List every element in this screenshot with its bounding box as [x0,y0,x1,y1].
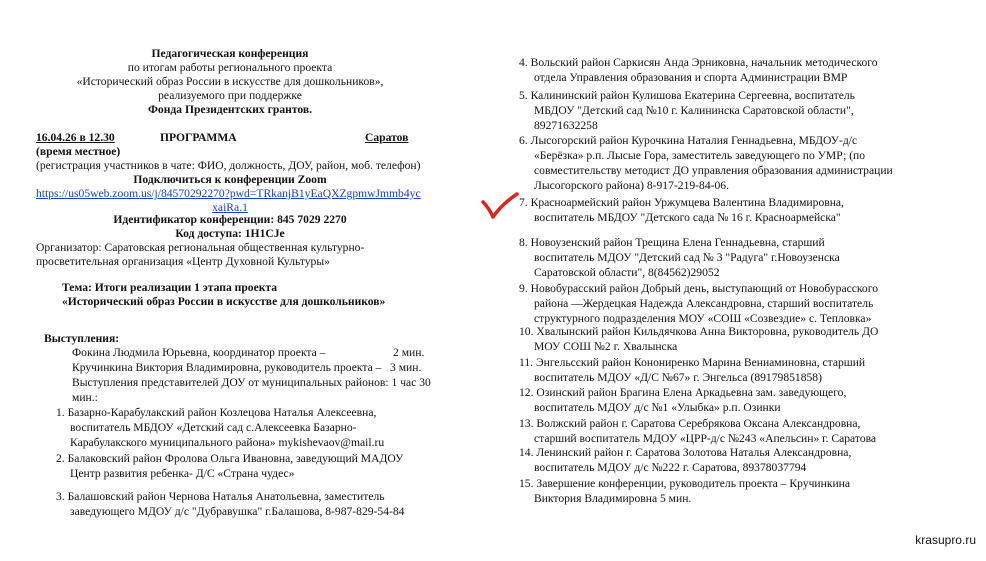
speech-line: Фокина Людмила Юрьевна, координатор проекта – [72,346,326,359]
header-line: по итогам работы регионального проекта [127,61,333,74]
list-item: 14. Ленинский район г. Саратова Золотова Наталья Александровна, [519,446,852,459]
header-line: Фонда Президентских грантов. [147,103,313,116]
list-item: заведующего МДОУ д/с "Дубравушка" г.Балашова, 8-987-829-54-84 [70,505,405,518]
list-item: 5. Калининский район Кулишова Екатерина Сергеевна, воспитатель [519,89,855,102]
program-label: ПРОГРАММА [160,131,237,144]
list-item: МОУ СОШ №2 г. Хвалынска [534,340,678,353]
header-line: «Исторический образ России в искусстве для дошкольников», [76,75,384,88]
time-note: (время местное) [36,145,121,158]
list-item: 12. Озинский район Брагина Елена Аркадьевна зам. заведующего, [519,386,847,399]
zoom-heading: Подключиться к конференции Zoom [133,173,327,186]
list-item: района —Жердецкая Надежда Александровна, старший воспитатель [534,297,874,310]
registration-note: (регистрация участников в чате: ФИО, должность, ДОУ, район, моб. телефон) [36,159,421,172]
list-item: 7. Красноармейский район Уржумцева Валентина Владимировна, [519,196,844,209]
list-item: Центр развития ребенка- Д/С «Страна чудес» [70,467,295,480]
list-item: Лысогорского района) 8-917-219-84-06. [534,179,729,192]
speech-time: 2 мин. [393,346,425,359]
list-item: воспитатель МДОУ "Детский сад № 3 "Радуга" г.Новоузенска [534,251,840,264]
list-item: 6. Лысогорский район Курочкина Наталия Геннадьевна, МБДОУ-д/с [519,134,858,147]
list-item: 3. Балашовский район Чернова Наталья Анатольевна, заместитель [56,490,385,503]
access-code: Код доступа: 1H1CJe [175,227,285,240]
speech-line: Выступления представителей ДОУ от муниципальных районов: 1 час 30 [72,376,431,389]
speech-line: Кручинкина Виктория Владимировна, руководитель проекта – [72,361,382,374]
watermark: krasupro.ru [915,533,976,547]
list-item: 2. Балаковский район Фролова Ольга Ивановна, заведующий МАДОУ [56,452,404,465]
list-item: «Берёзка» р.п. Лысые Гора, заместитель заведующего по УМР; (по [534,149,866,162]
list-item: Саратовской области", 8(84562)29052 [534,266,720,279]
speech-line: мин.: [72,391,98,404]
list-item: воспитатель МДОУ д/с №1 «Улыбка» р.п. Озинки [534,401,781,414]
header-line: реализуемого при поддержке [158,89,302,102]
list-item: воспитатель МБДОУ «Детский сад с.Алексеевка Базарно- [70,421,357,434]
list-item: совместительству методист ДО управления образования администрации [534,164,893,177]
list-item: воспитатель МБДОУ "Детского сада № 16 г. Красноармейска" [534,211,841,224]
theme-line: Тема: Итоги реализации 1 этапа проекта [62,281,278,294]
list-item: воспитатель МДОУ д/с №222 г. Саратова, 89378037794 [534,461,807,474]
doc-title: Педагогическая конференция [151,47,309,60]
list-item: 9. Новобурасский район Добрый день, выступающий от Новобурасского [519,282,878,295]
speech-time: 3 мин. [390,361,422,374]
zoom-link-continuation[interactable]: xaiRa.1 [212,201,248,214]
list-item: 4. Вольский район Саркисян Анда Эрниковна, начальник методического [519,56,878,69]
list-item: 10. Хвалынский район Кильдячкова Анна Викторовна, руководитель ДО [519,325,879,338]
list-item: Карабулакского муниципального района» mykishevaov@mail.ru [70,436,385,449]
theme-line: «Исторический образ России в искусстве для дошкольников» [62,295,386,308]
list-item: воспитатель МДОУ «Д/С №67» г. Энгельса (89179851858) [534,371,822,384]
organizer-line: просветительная организация «Центр Духовной Культуры» [36,255,330,268]
list-item: Виктория Владимировна 5 мин. [534,492,692,505]
conference-id: Идентификатор конференции: 845 7029 2270 [113,213,347,226]
list-item: МБДОУ "Детский сад №10 г. Калининска Саратовской области", [534,104,854,117]
program-date: 16.04.26 в 12.30 [36,131,115,144]
list-item: 8. Новоузенский район Трещина Елена Геннадьевна, старший [519,236,825,249]
list-item: отдела Управления образования и спорта Администрации ВМР [534,71,848,84]
zoom-link[interactable]: https://us05web.zoom.us/j/84570292270?pwd=TRkanjB1yEaQXZgpmwJmmb4yc [36,187,421,200]
list-item: 13. Волжский район г. Саратова Серебрякова Оксана Александровна, [519,417,861,430]
list-item: 15. Завершение конференции, руководитель проекта – Кручинкина [519,477,851,490]
list-item: структурного подразделения МОУ «СОШ «Созвездие» с. Тепловка» [534,312,872,325]
list-item: старший воспитатель МДОУ «ЦРР-д/с №243 «Апельсин» г. Саратова [534,432,877,445]
organizer-line: Организатор: Саратовская региональная общественная культурно- [36,241,365,254]
list-item: 11. Энгельсский район Конониренко Марина Вениаминовна, старший [519,356,866,369]
list-item: 89271632258 [534,119,598,132]
speeches-heading: Выступления: [44,332,120,345]
checkmark-icon [480,190,520,226]
list-item: 1. Базарно-Карабулакский район Козлецова Наталья Алексеевна, [56,406,377,419]
program-city: Саратов [365,131,409,144]
